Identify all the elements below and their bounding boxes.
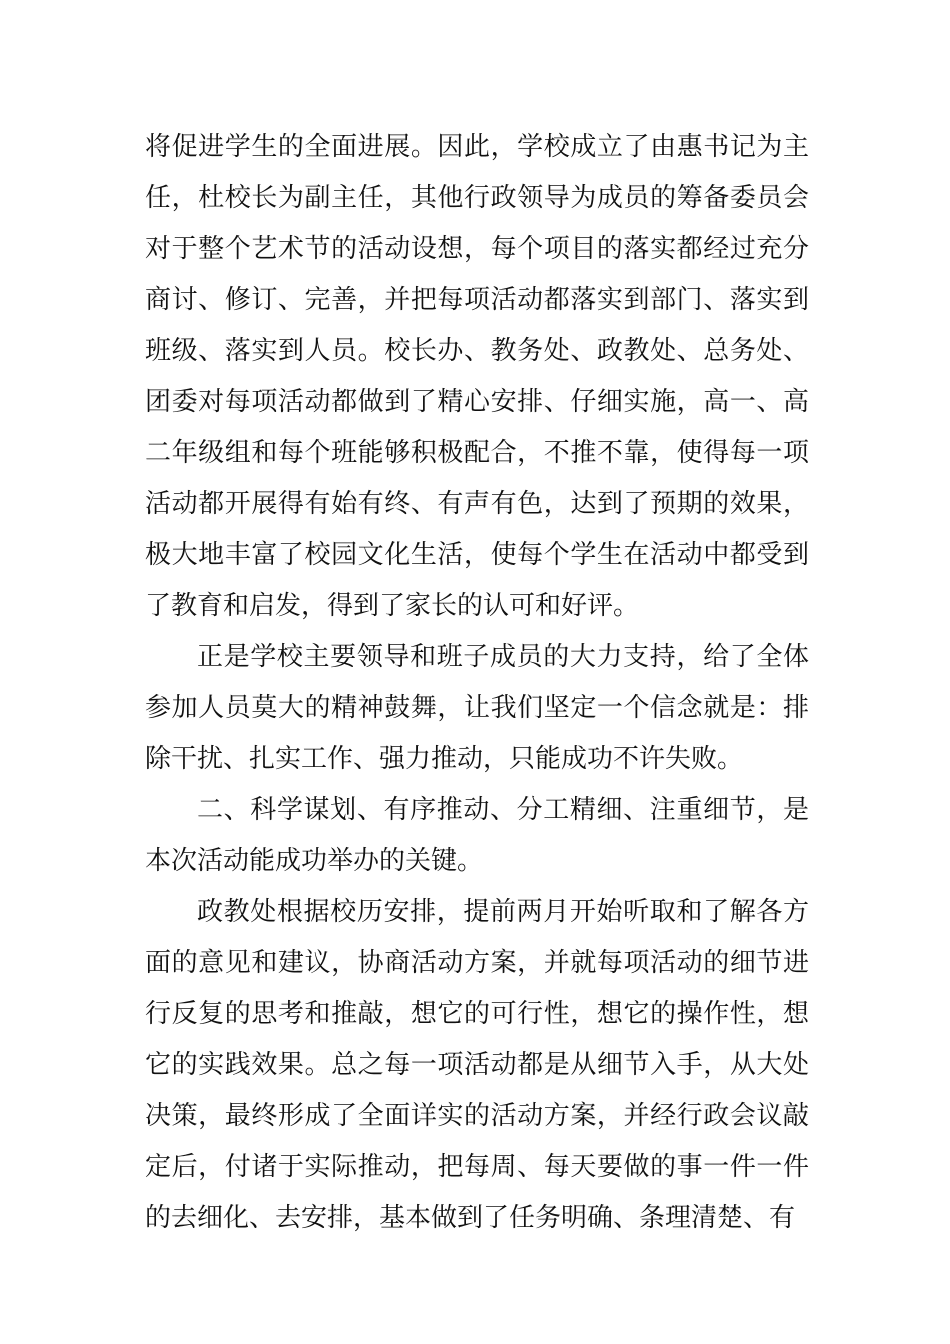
paragraph-1: 将促进学生的全面进展。因此，学校成立了由惠书记为主任，杜校长为副主任，其他行政领导为成员的筹备委员会对于整个艺术节的活动设想，每个项目的落实都经过充分商讨、修订、完善，并把每项活动都落实到部门、落实到班级、落实到人员。校长办、教务处、政教处、总务处、团委对每项活动都做到了精心安排、仔细实施，高一、高二年级组和每个班能够积极配合，不推不靠，使得每一项活动都开展得有始有终、有声有色，达到了预期的效果，极大地丰富了校园文化生活，使每个学生在活动中都受到了教育和启发，得到了家长的认可和好评。 bbox=[145, 132, 809, 621]
paragraph-4: 政教处根据校历安排，提前两月开始听取和了解各方面的意见和建议，协商活动方案，并就每项活动的细节进行反复的思考和推敲，想它的可行性，想它的操作性，想它的实践效果。总之每一项活动都是从细节入手，从大处决策，最终形成了全面详实的活动方案，并经行政会议敲定后，付诸于实际推动，把每周、每天要做的事一件一件的去细化、去安排，基本做到了任务明确、条理清楚、有 bbox=[145, 897, 809, 1233]
paragraph-3-heading: 二、科学谋划、有序推动、分工精细、注重细节，是本次活动能成功举办的关键。 bbox=[145, 795, 809, 876]
document-body bbox=[145, 122, 809, 1244]
paragraph-2: 正是学校主要领导和班子成员的大力支持，给了全体参加人员莫大的精神鼓舞，让我们坚定一个信念就是：排除干扰、扎实工作、强力推动，只能成功不许失败。 bbox=[145, 642, 809, 774]
